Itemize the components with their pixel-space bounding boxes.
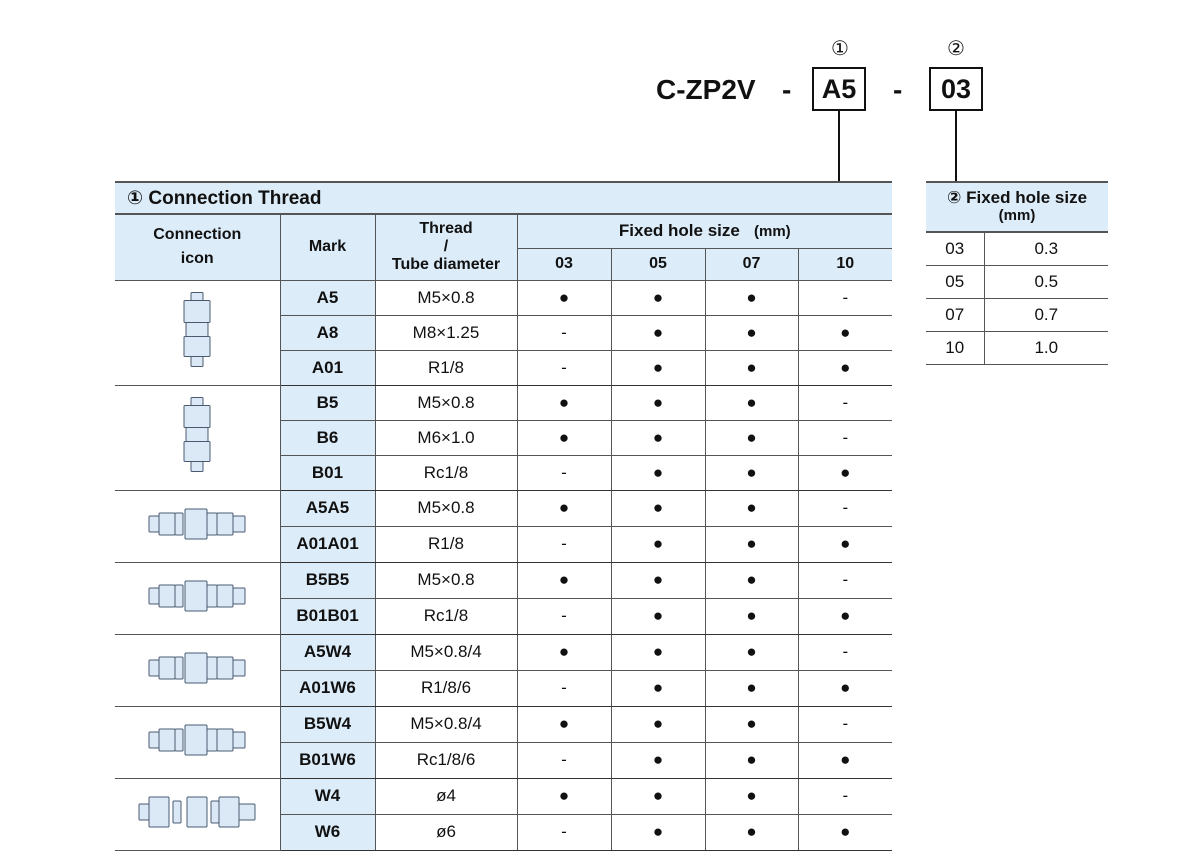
table-row <box>115 280 892 315</box>
fixed-hole-unit: (mm) <box>998 207 1036 224</box>
thread-cell: M5×0.8 <box>375 562 517 598</box>
table-row <box>115 562 892 598</box>
availability-cell: ● <box>705 420 798 455</box>
table-row <box>115 490 892 526</box>
thread-cell: R1/8/6 <box>375 670 517 706</box>
header-fixed-unit: (mm) <box>754 223 791 241</box>
availability-cell: ● <box>798 455 892 490</box>
header-fixed-label: Fixed hole size <box>618 221 740 241</box>
mark-cell: B01W6 <box>280 742 375 778</box>
availability-cell: ● <box>798 814 892 850</box>
header-thread-bottom: Tube diameter <box>391 256 501 274</box>
availability-cell: ● <box>611 598 705 634</box>
availability-cell: - <box>798 420 892 455</box>
thread-cell: ø4 <box>375 778 517 814</box>
availability-cell: ● <box>705 814 798 850</box>
tube-tube-fitting-icon <box>115 778 280 850</box>
fixed-hole-title-cell <box>926 182 1108 232</box>
fixed-hole-diameter: 0.3 <box>984 232 1108 265</box>
availability-cell: ● <box>705 778 798 814</box>
availability-cell: - <box>517 455 611 490</box>
availability-cell: ● <box>798 526 892 562</box>
model-separator-2: - <box>893 74 903 105</box>
availability-cell: ● <box>611 742 705 778</box>
fixed-hole-diameter: 0.7 <box>984 298 1108 331</box>
slot2-marker: ② <box>947 38 965 60</box>
table-row <box>115 778 892 814</box>
availability-cell: - <box>517 742 611 778</box>
male-male-fitting-icon <box>115 490 280 562</box>
table-row <box>926 298 1108 331</box>
availability-cell: - <box>517 315 611 350</box>
availability-cell: ● <box>517 706 611 742</box>
availability-cell: ● <box>798 742 892 778</box>
availability-cell: ● <box>611 706 705 742</box>
mark-cell: A5W4 <box>280 634 375 670</box>
mark-cell: B5W4 <box>280 706 375 742</box>
mark-cell: A01 <box>280 350 375 385</box>
header-fixed-hole-size <box>517 214 892 248</box>
availability-cell: ● <box>517 420 611 455</box>
fixed-hole-diameter: 0.5 <box>984 265 1108 298</box>
header-size-10: 10 <box>798 248 892 280</box>
availability-cell: ● <box>611 526 705 562</box>
mark-cell: A5A5 <box>280 490 375 526</box>
model-prefix: C-ZP2V <box>656 74 756 105</box>
model-slot2-box: 03 <box>929 67 983 111</box>
availability-cell: ● <box>611 562 705 598</box>
table-row <box>115 385 892 420</box>
fixed-hole-code: 03 <box>926 232 984 265</box>
availability-cell: ● <box>705 526 798 562</box>
fixed-hole-code: 10 <box>926 331 984 364</box>
slot1-leader-line <box>838 111 840 181</box>
mark-cell: B01B01 <box>280 598 375 634</box>
mark-cell: A5 <box>280 280 375 315</box>
availability-cell: ● <box>611 814 705 850</box>
table-row <box>115 706 892 742</box>
availability-cell: ● <box>517 634 611 670</box>
fixed-hole-code: 05 <box>926 265 984 298</box>
mark-cell: B6 <box>280 420 375 455</box>
header-thread-top: Thread <box>419 220 473 238</box>
thread-cell: R1/8 <box>375 350 517 385</box>
mark-cell: A01A01 <box>280 526 375 562</box>
female-thread-fitting-icon <box>115 385 280 490</box>
slot2-leader-line <box>955 111 957 181</box>
connection-thread-title: ① Connection Thread <box>115 182 892 214</box>
availability-cell: ● <box>705 598 798 634</box>
model-slot1-box: A5 <box>812 67 866 111</box>
availability-cell: - <box>798 634 892 670</box>
male-tube-fitting-icon <box>115 634 280 706</box>
model-separator-1: - <box>782 74 792 105</box>
thread-cell: Rc1/8/6 <box>375 742 517 778</box>
availability-cell: ● <box>611 350 705 385</box>
availability-cell: - <box>798 280 892 315</box>
availability-cell: ● <box>611 634 705 670</box>
thread-cell: M6×1.0 <box>375 420 517 455</box>
availability-cell: ● <box>705 350 798 385</box>
mark-cell: B5 <box>280 385 375 420</box>
fixed-hole-code: 07 <box>926 298 984 331</box>
availability-cell: - <box>517 814 611 850</box>
thread-cell: ø6 <box>375 814 517 850</box>
availability-cell: ● <box>517 562 611 598</box>
availability-cell: ● <box>705 385 798 420</box>
availability-cell: ● <box>611 670 705 706</box>
availability-cell: ● <box>705 742 798 778</box>
availability-cell: ● <box>611 455 705 490</box>
availability-cell: ● <box>798 598 892 634</box>
availability-cell: ● <box>705 562 798 598</box>
availability-cell: - <box>798 562 892 598</box>
header-thread-mid: / <box>443 238 449 256</box>
thread-cell: M5×0.8 <box>375 385 517 420</box>
availability-cell: ● <box>705 634 798 670</box>
availability-cell: - <box>517 526 611 562</box>
slot1-marker: ① <box>831 38 849 60</box>
fixed-hole-title: ② Fixed hole size <box>946 188 1088 207</box>
thread-cell: M5×0.8 <box>375 490 517 526</box>
availability-cell: ● <box>798 670 892 706</box>
mark-cell: W4 <box>280 778 375 814</box>
mark-cell: W6 <box>280 814 375 850</box>
thread-cell: Rc1/8 <box>375 455 517 490</box>
table-row <box>926 331 1108 364</box>
availability-cell: ● <box>611 778 705 814</box>
availability-cell: ● <box>705 315 798 350</box>
connection-thread-table <box>115 181 892 851</box>
availability-cell: - <box>517 670 611 706</box>
female-female-fitting-icon <box>115 562 280 634</box>
table-row <box>926 265 1108 298</box>
thread-cell: M8×1.25 <box>375 315 517 350</box>
male-thread-fitting-icon <box>115 280 280 385</box>
mark-cell: B5B5 <box>280 562 375 598</box>
availability-cell: ● <box>798 350 892 385</box>
thread-cell: R1/8 <box>375 526 517 562</box>
availability-cell: - <box>798 490 892 526</box>
availability-cell: - <box>798 385 892 420</box>
availability-cell: - <box>798 778 892 814</box>
availability-cell: ● <box>517 280 611 315</box>
availability-cell: - <box>517 598 611 634</box>
mark-cell: A8 <box>280 315 375 350</box>
table-row <box>926 232 1108 265</box>
availability-cell: ● <box>517 385 611 420</box>
availability-cell: ● <box>611 315 705 350</box>
header-size-07: 07 <box>705 248 798 280</box>
availability-cell: - <box>517 350 611 385</box>
header-connection-icon: Connection icon <box>115 214 280 280</box>
thread-cell: Rc1/8 <box>375 598 517 634</box>
availability-cell: ● <box>517 778 611 814</box>
availability-cell: ● <box>798 315 892 350</box>
availability-cell: ● <box>705 670 798 706</box>
availability-cell: ● <box>517 490 611 526</box>
availability-cell: ● <box>611 420 705 455</box>
availability-cell: ● <box>705 706 798 742</box>
thread-cell: M5×0.8/4 <box>375 634 517 670</box>
header-mark: Mark <box>280 214 375 280</box>
header-size-05: 05 <box>611 248 705 280</box>
availability-cell: ● <box>611 490 705 526</box>
mark-cell: A01W6 <box>280 670 375 706</box>
availability-cell: ● <box>705 490 798 526</box>
thread-cell: M5×0.8/4 <box>375 706 517 742</box>
availability-cell: ● <box>705 280 798 315</box>
fixed-hole-diameter: 1.0 <box>984 331 1108 364</box>
female-tube-fitting-icon <box>115 706 280 778</box>
header-thread <box>375 214 517 280</box>
thread-cell: M5×0.8 <box>375 280 517 315</box>
availability-cell: ● <box>705 455 798 490</box>
mark-cell: B01 <box>280 455 375 490</box>
availability-cell: - <box>798 706 892 742</box>
availability-cell: ● <box>611 280 705 315</box>
table-row <box>115 634 892 670</box>
header-size-03: 03 <box>517 248 611 280</box>
fixed-hole-size-table <box>926 181 1108 365</box>
availability-cell: ● <box>611 385 705 420</box>
